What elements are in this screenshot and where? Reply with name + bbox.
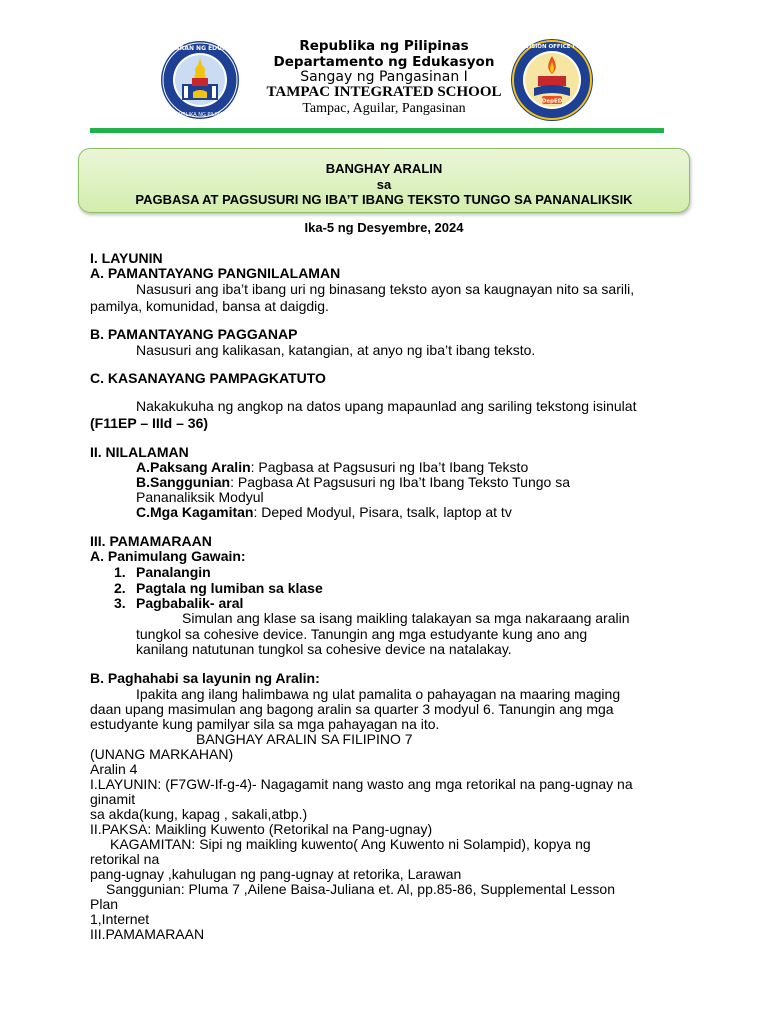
sanggunian-value: : Pagbasa At Pagsusuri ng Iba’t Ibang Teksto Tungo sa xyxy=(230,474,570,490)
layunin-b-text: Nasusuri ang kalikasan, katangian, at anyo ng iba’t ibang teksto. xyxy=(136,342,536,358)
section-pamamaraan-heading: III. PAMAMARAAN xyxy=(90,533,212,549)
layunin-a-text-line-1: Nasusuri ang iba’t ibang uri ng binasang teksto ayon sa kaugnayan nito sa sarili, xyxy=(136,281,635,297)
pamamaraan-b-para-line-3: estudyante kung pamilyar sila sa mga pahayagan na ito. xyxy=(90,716,440,732)
list-item-text: Pagtala ng lumiban sa klase xyxy=(136,580,323,596)
kagamitan-value: : Deped Modyul, Pisara, tsalk, laptop at tv xyxy=(253,504,512,520)
paksa-label: A.Paksang Aralin xyxy=(136,459,251,475)
pamamaraan-b-para-line-1: Ipakita ang ilang halimbawa ng ulat pamalita o pahayagan na maaring maging xyxy=(136,686,621,702)
embedded-quarter: (UNANG MARKAHAN) xyxy=(90,746,234,762)
embedded-title: BANGHAY ARALIN SA FILIPINO 7 xyxy=(196,731,413,747)
embedded-kagamitan-line-3: pang-ugnay ,kahulugan ng pang-ugnay at retorika, Larawan xyxy=(90,866,462,882)
list-item xyxy=(114,580,126,596)
layunin-a-text-line-2: pamilya, komunidad, bansa at daigdig. xyxy=(90,298,329,314)
title-line-2: sa xyxy=(376,176,392,192)
svg-text:SCHOOLS DIVISION OFFICE I PANG: SCHOOLS DIVISION OFFICE I PANGASINAN xyxy=(487,44,617,50)
header-school-name: TAMPAC INTEGRATED SCHOOL xyxy=(266,84,502,100)
embedded-sanggunian-line-1: Sanggunian: Pluma 7 ,Ailene Baisa-Juliana et. Al, pp.85-86, Supplemental Lesson xyxy=(106,881,616,897)
embedded-kagamitan-line-2: retorikal na xyxy=(90,851,160,867)
embedded-layunin-line-2: ginamit xyxy=(90,791,136,807)
list-item xyxy=(114,564,126,580)
list-item-text: Panalangin xyxy=(136,564,211,580)
kagamitan-label: C.Mga Kagamitan xyxy=(136,504,254,520)
layunin-a-heading: A. PAMANTAYANG PANGNILALAMAN xyxy=(90,265,341,281)
pamamaraan-a-para-line-1: Simulan ang klase sa isang maikling talakayan sa mga nakaraang aralin xyxy=(182,610,630,626)
svg-text:DepED: DepED xyxy=(541,98,563,105)
pamamaraan-a-para-line-2: tungkol sa cohesive device. Tanungin ang mga estudyante kung ano ang xyxy=(136,626,588,642)
lesson-plan-title-box xyxy=(78,148,690,213)
list-item-text: Pagbabalik- aral xyxy=(136,595,244,611)
list-item-number: 1. xyxy=(114,564,126,580)
pamamaraan-a-heading: A. Panimulang Gawain: xyxy=(90,548,246,564)
embedded-sanggunian-line-2: Plan xyxy=(90,896,119,912)
paksa-value: : Pagbasa at Pagsusuri ng Iba’t Ibang Teksto xyxy=(250,459,529,475)
embedded-layunin-line-3: sa akda(kung, kapag , sakali,atbp.) xyxy=(90,806,308,822)
nilalaman-kagamitan xyxy=(136,504,512,520)
header-divider xyxy=(90,128,664,133)
nilalaman-paksa xyxy=(136,459,528,475)
pamamaraan-a-para-line-3: kanilang natutunan tungkol sa cohesive device na natalakay. xyxy=(136,641,512,657)
svg-text:KAGAWARAN NG EDUKASYON: KAGAWARAN NG EDUKASYON xyxy=(150,45,250,52)
embedded-layunin-line-1: I.LAYUNIN: (F7GW-If-g-4)- Nagagamit nang wasto ang mga retorikal na pang-ugnay na xyxy=(90,776,633,792)
layunin-c-text: Nakakukuha ng angkop na datos upang mapaunlad ang sariling tekstong isinulat xyxy=(136,398,637,414)
nilalaman-sanggunian xyxy=(136,474,570,490)
title-line-1: BANGHAY ARALIN xyxy=(325,161,443,176)
header-school-address: Tampac, Aguilar, Pangasinan xyxy=(302,101,466,116)
layunin-c-heading: C. KASANAYANG PAMPAGKATUTO xyxy=(90,370,326,386)
list-item xyxy=(114,595,126,611)
header-division: Sangay ng Pangasinan I xyxy=(300,69,468,85)
title-line-3: PAGBASA AT PAGSUSURI NG IBA’T IBANG TEKSTO TUNGO SA PANANALIKSIK xyxy=(135,192,633,207)
list-item-number: 2. xyxy=(114,580,126,596)
pamamaraan-b-heading: B. Paghahabi sa layunin ng Aralin: xyxy=(90,670,320,686)
layunin-b-heading: B. PAMANTAYANG PAGGANAP xyxy=(90,326,298,342)
sanggunian-label: B.Sanggunian xyxy=(136,474,231,490)
embedded-paksa: II.PAKSA: Maikling Kuwento (Retorikal na Pang-ugnay) xyxy=(90,821,433,837)
header-department: Departamento ng Edukasyon xyxy=(273,54,495,70)
section-layunin-heading: I. LAYUNIN xyxy=(90,250,163,266)
pamamaraan-b-para-line-2: daan upang masimulan ang bagong aralin sa quarter 3 modyul 6. Tanungin ang mga xyxy=(90,701,614,717)
list-item-number: 3. xyxy=(114,595,126,611)
svg-text:REPUBLIKA NG PILIPINAS: REPUBLIKA NG PILIPINAS xyxy=(169,112,231,118)
embedded-pamamaraan: III.PAMAMARAAN xyxy=(90,926,205,942)
embedded-lesson-number: Aralin 4 xyxy=(90,761,138,777)
header-republic: Republika ng Pilipinas xyxy=(299,38,469,54)
layunin-c-code: (F11EP – IIId – 36) xyxy=(90,415,209,431)
section-nilalaman-heading: II. NILALAMAN xyxy=(90,444,189,460)
embedded-internet: 1,Internet xyxy=(90,911,150,927)
sanggunian-value-line-2: Pananaliksik Modyul xyxy=(136,489,264,505)
embedded-kagamitan-line-1: KAGAMITAN: Sipi ng maikling kuwento( Ang Kuwento ni Solampid), kopya ng xyxy=(110,836,591,852)
lesson-date: Ika-5 ng Desyembre, 2024 xyxy=(304,220,464,235)
